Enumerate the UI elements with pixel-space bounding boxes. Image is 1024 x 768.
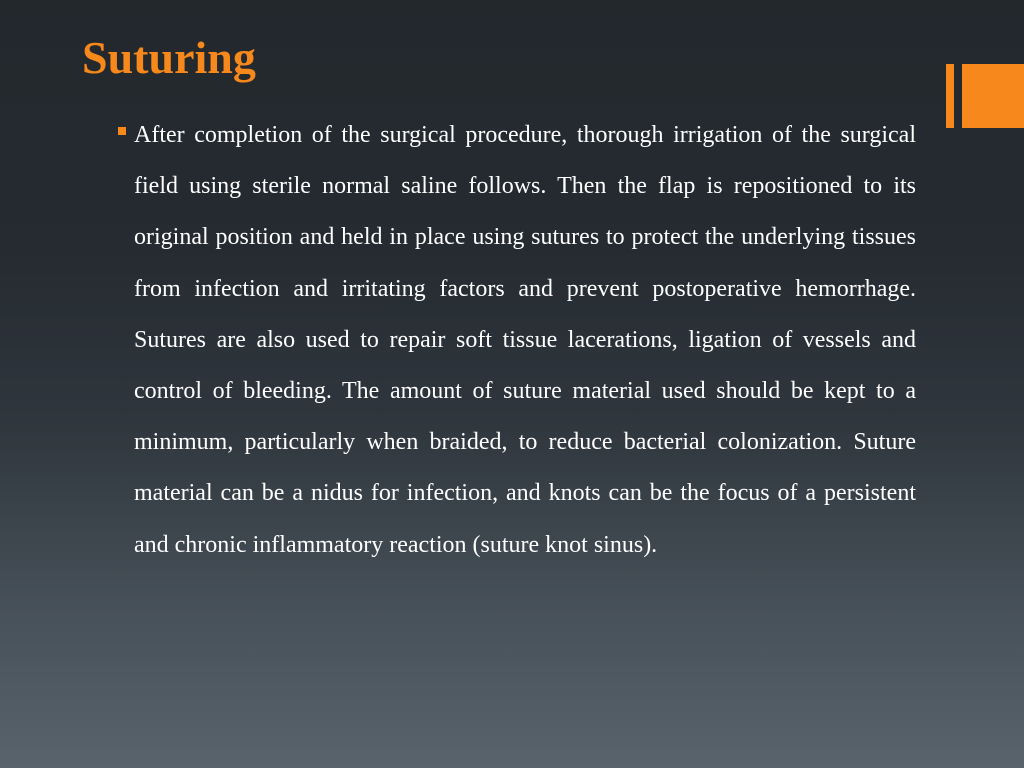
bullet-list [114, 110, 916, 571]
slide-title: Suturing [82, 32, 256, 83]
bullet-item [114, 110, 916, 571]
square-bullet-icon [118, 127, 126, 135]
bullet-text: After completion of the surgical procedure, thorough irrigation of the surgical field using sterile normal saline follows. Then the flap is repositioned to its original position and held in place using sutures to protect the underlying tissues from infection and irritating factors and prevent postoperative hemorrhage. Sutures are also used to repair soft tissue lacerations, ligation of vessels and control of bleeding. The amount of suture material used should be kept to a minimum, particularly when braided, to reduce bacterial colonization. Suture material can be a nidus for infection, and knots can be the focus of a persistent and chronic inflammatory reaction (suture knot sinus). [134, 122, 916, 558]
accent-bar-thin [946, 64, 954, 128]
accent-bar-wide [962, 64, 1024, 128]
